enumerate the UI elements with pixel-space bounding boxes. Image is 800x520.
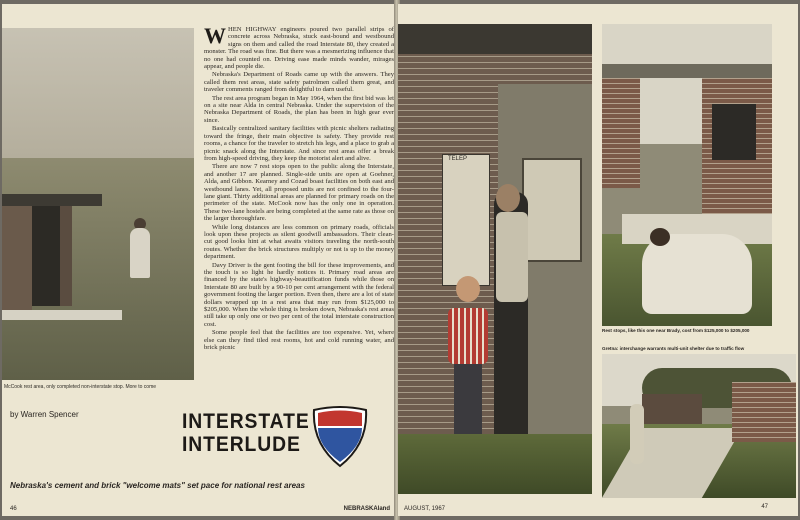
article-paragraph-5: There are now 7 rest stops open to the public along the Interstate, and another 17 are planned. Single-side units are open at Goehner, Alda, and Gibbon. Kearney and Cozad boast facilities on both east and westbound lanes. Yet, all proposed units are not confined to the four-lane giant. Thirty additional areas are planned for primary roads on the perimeter of the state. McCook now has the only one in operation. These two-lane hostels are being completed at the same rate as those on the larger thoroughfare. [204, 163, 394, 223]
photo-caption-gretna: Gretna: interchange warrants multi-unit shelter due to traffic flow [602, 346, 745, 351]
telephone-booth-photo [398, 24, 592, 494]
magazine-name: NEBRASKAland [343, 506, 390, 512]
article-paragraph-6: While long distances are less common on primary roads, officials look upon these projects as silent goodwill ambassadors. Their clean-cut good looks hint at what awaits visitors traveling the north-south routes. Whether the brick structures multiply or not is up to the money department. [204, 223, 394, 261]
telephone-sign: TELEP [448, 156, 468, 162]
article-body [204, 23, 394, 352]
left-page [2, 4, 396, 516]
title-line-2: INTERLUDE [182, 433, 301, 456]
article-paragraph-7: Davy Driver is the gent footing the bill for these improvements, and the touch is so light he hardly notices it. Primary road areas are financed by the state's highway-beautification funds while those on Interstate 80 are built by a 90-10 per cent arrangement with the federal government footing the larger portion. Even then, there are a lot of state dollars wrapped up in a rest area that may run from $125,000 to $205,000. When the whole thing is broken down, Nebraska's rest areas still take up only one or two per cent of the total interstate construction cost. [204, 261, 394, 328]
issue-date: AUGUST, 1967 [404, 506, 446, 512]
mccook-rest-area-photo [2, 28, 194, 380]
page-number-left: 46 [10, 506, 17, 512]
right-page [398, 4, 798, 516]
brady-rest-stop-photo [602, 24, 772, 326]
drop-cap: W [204, 23, 226, 48]
article-paragraph-2: Nebraska's Department of Roads came up with the answers. They called them rest areas, state safety patrolmen called them great, and traveler comments ranged from delightful to darn useful. [204, 71, 394, 94]
article-title [182, 410, 310, 456]
gretna-shelter-photo [602, 354, 796, 498]
article-paragraph-1: HEN HIGHWAY engineers poured two parallel strips of concrete across Nebraska, stuck east-bound and westbound signs on them and called the road Interstate 80, they created a monster. The road was fine. But there was a mesmerizing influence that no one had counted on. Driving ease made minds wander, mirages appear, and people die. [204, 26, 394, 71]
interstate-shield-icon [310, 404, 370, 468]
photo-caption-brady: Rest stops, like this one near Brady, cost from $125,000 to $205,000 [602, 328, 750, 333]
byline: by Warren Spencer [10, 410, 79, 419]
article-paragraph-3: The rest area program began in May 1964, when the first bid was let on a site near Alda in central Nebraska. Under the supervision of the Nebraska Department of Roads, the plan has been in high gear ever since. [204, 94, 394, 124]
title-line-1: INTERSTATE [182, 410, 310, 433]
article-paragraph-8: Some people feel that the facilities are too expensive. Yet, where else can they find tiled rest rooms, hot and cold running water, and brick picnic [204, 329, 394, 352]
article-paragraph-4: Basically centralized sanitary facilities with picnic shelters radiating toward the fringe, their main objective is safety. They provide rest rooms, a chance for the traveler to stretch his legs, and a place to grab a picnic snack along the Interstate. And since rest areas offer a break from high-speed driving, they keep the motorist alert and alive. [204, 125, 394, 162]
photo-caption-left: McCook rest area, only completed non-interstate stop. More to come [4, 384, 157, 390]
article-subtitle: Nebraska's cement and brick "welcome mats" set pace for national rest areas [10, 481, 305, 490]
page-number-right: 47 [761, 504, 768, 510]
